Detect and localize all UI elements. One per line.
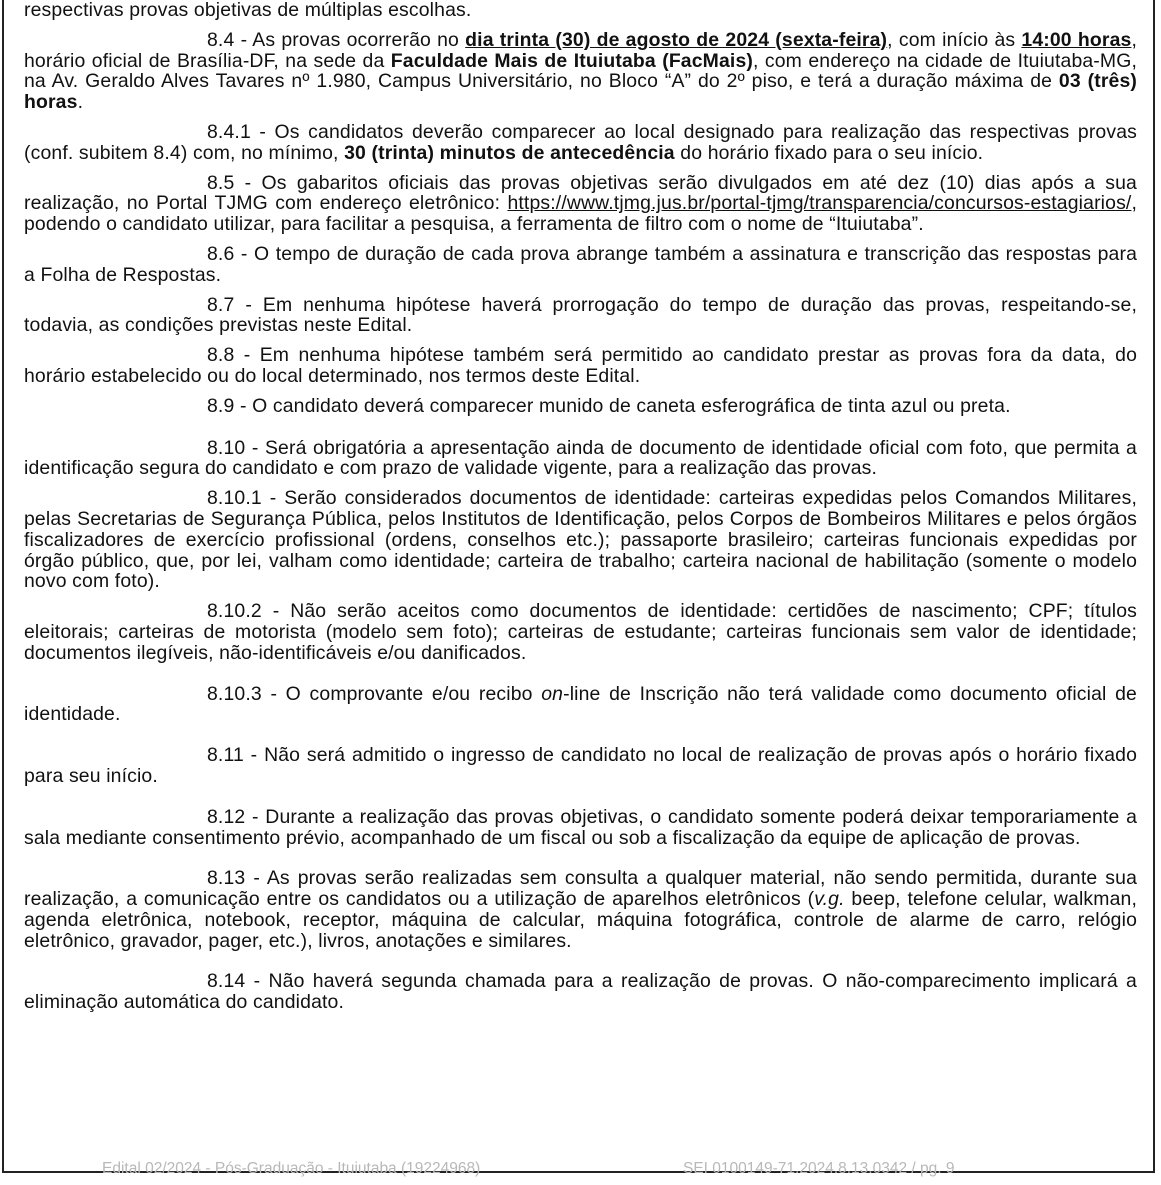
text: 8.14 - Não haverá segunda chamada para a realização de provas. O não-comparecimento implicará a eliminação automática do candidato.	[24, 970, 1137, 1014]
exam-date: dia trinta (30) de agosto de 2024 (sexta-feira)	[465, 28, 888, 51]
paragraph-8-5	[24, 173, 1137, 235]
text: 8.13 - As provas serão realizadas sem consulta a qualquer material, não sendo permitida, durante sua realização, a comunicação entre os candidatos ou a utilização de aparelhos eletrônicos (	[24, 867, 1137, 911]
paragraph-8-10-2	[24, 601, 1137, 663]
paragraph-8-14	[24, 971, 1137, 1013]
text: 8.9 - O candidato deverá comparecer munido de caneta esferográfica de tinta azul ou preta.	[207, 394, 1011, 417]
venue-name: Faculdade Mais de Ituiutaba (FacMais)	[390, 49, 753, 72]
text: -line de Inscrição não terá validade como documento oficial de identidade.	[24, 682, 1137, 726]
text: 8.12 - Durante a realização das provas objetivas, o candidato somente poderá deixar temporariamente a sala mediante consentimento prévio, acompanhado de um fiscal ou sob a fiscalização da equipe de aplicação de provas.	[24, 805, 1137, 849]
footer-sei-page: SEI 0100149-71.2024.8.13.0342 / pg. 9	[683, 1160, 955, 1177]
text: , podendo o candidato utilizar, para facilitar a pesquisa, a ferramenta de filtro com o nome de “Ituiutaba”.	[24, 192, 1137, 236]
document-body	[24, 0, 1137, 1022]
footer-edital: Edital 02/2024 - Pós-Graduação - Ituiutaba (19224968)	[102, 1160, 481, 1177]
results-link[interactable]: https://www.tjmg.jus.br/portal-tjmg/transparencia/concursos-estagiarios/	[507, 192, 1132, 215]
exam-time: 14:00 horas	[1021, 28, 1132, 51]
paragraph-8-7	[24, 295, 1137, 337]
text: do horário fixado para o seu início.	[674, 141, 984, 164]
paragraph-8-10	[24, 438, 1137, 480]
paragraph-8-6	[24, 244, 1137, 286]
text: 8.5 - Os gabaritos oficiais das provas objetivas serão divulgados em até dez (10) dias após a sua realização, no Portal TJMG com endereço eletrônico:	[24, 171, 1137, 215]
text: 8.10 - Será obrigatória a apresentação ainda de documento de identidade oficial com foto, que permita a identificação segura do candidato e com prazo de validade vigente, para a realização das provas.	[24, 436, 1137, 480]
text: 8.4 - As provas ocorrerão no	[207, 28, 466, 51]
paragraph-8-10-1	[24, 488, 1137, 592]
paragraph-8-11	[24, 745, 1137, 787]
text: 8.10.2 - Não serão aceitos como documentos de identidade: certidões de nascimento; CPF; títulos eleitorais; carteiras de motorista (modelo sem foto); carteiras de estudante; carteiras funcionais sem valor de identidade; documentos ilegíveis, não-identificáveis e/ou danificados.	[24, 600, 1137, 664]
paragraph-8-13	[24, 868, 1137, 951]
text: , com endereço na cidade de Ituiutaba-MG, na Av. Geraldo Alves Tavares nº 1.980, Campus Universitário, no Bloco “A” do 2º piso, e terá a duração máxima de	[24, 49, 1137, 93]
text: , com início às	[887, 28, 1022, 51]
exam-duration: 03 (três) horas	[24, 70, 1137, 114]
text: respectivas provas objetivas de múltiplas escolhas.	[24, 0, 472, 21]
text: 8.11 - Não será admitido o ingresso de candidato no local de realização de provas após o horário fixado para seu início.	[24, 744, 1137, 787]
text: beep, telefone celular, walkman, agenda eletrônica, notebook, receptor, máquina de calcular, máquina fotográfica, controle de alarme de carro, relógio eletrônico, gravador, pager, etc.), livros, anotações e similares.	[24, 888, 1137, 952]
paragraph-8-4-1	[24, 122, 1137, 164]
paragraph-8-12	[24, 807, 1137, 849]
paragraph-8-10-3	[24, 684, 1137, 726]
text: , horário oficial de Brasília-DF, na sede da	[24, 28, 1137, 72]
italic-term: on	[541, 682, 564, 705]
text: 8.10.3 - O comprovante e/ou recibo	[207, 682, 542, 705]
paragraph-top-fragment	[24, 0, 1137, 21]
text: 8.7 - Em nenhuma hipótese haverá prorrogação do tempo de duração das provas, respeitando-se, todavia, as condições previstas neste Edital.	[24, 293, 1137, 337]
arrival-advance: 30 (trinta) minutos de antecedência	[344, 141, 675, 164]
paragraph-8-8	[24, 345, 1137, 387]
paragraph-8-9	[24, 396, 1137, 417]
text: 8.4.1 - Os candidatos deverão comparecer ao local designado para realização das respectivas provas (conf. subitem 8.4) com, no mínimo,	[24, 120, 1137, 164]
text: 8.8 - Em nenhuma hipótese também será permitido ao candidato prestar as provas fora da data, do horário estabelecido ou do local determinado, nos termos deste Edital.	[24, 344, 1137, 387]
text: 8.10.1 - Serão considerados documentos de identidade: carteiras expedidas pelos Comandos Militares, pelas Secretarias de Segurança Pública, pelos Institutos de Identificação, pelos Corpos de Bombeiros Militares e pelos órgãos fiscalizadores de exercício profissional (ordens, conselhos etc.); passaporte brasileiro; carteiras funcionais expedidas por órgão público, que, por lei, valham como identidade; carteira de trabalho; carteira nacional de habilitação (somente o modelo novo com foto).	[24, 487, 1137, 593]
italic-term: v.g.	[814, 888, 845, 911]
text: 8.6 - O tempo de duração de cada prova abrange também a assinatura e transcrição das respostas para a Folha de Respostas.	[24, 242, 1137, 286]
text: .	[77, 91, 84, 114]
paragraph-8-4	[24, 30, 1137, 113]
